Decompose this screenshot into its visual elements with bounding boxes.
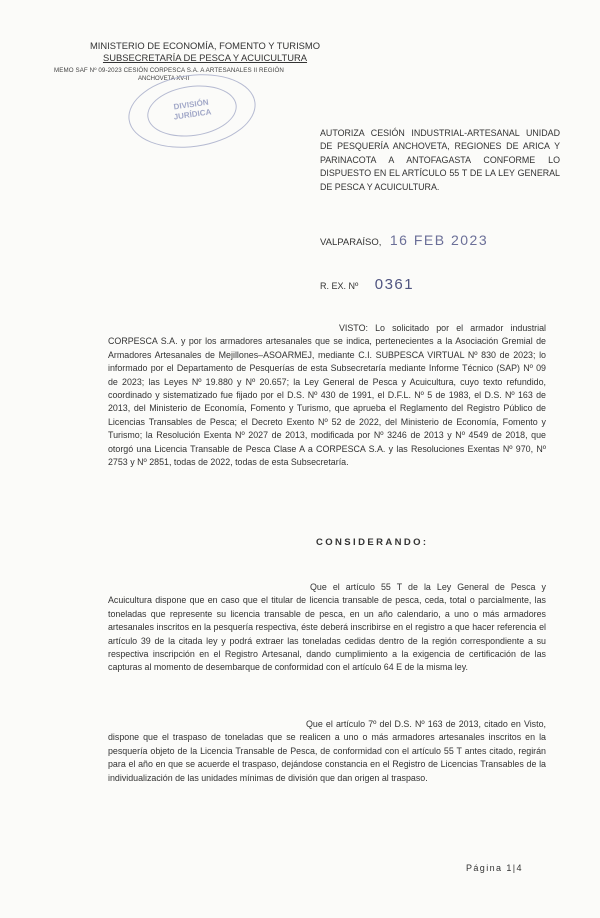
ministry-name: MINISTERIO DE ECONOMÍA, FOMENTO Y TURISMO	[89, 40, 321, 51]
stamp-line-1: DIVISIÓN	[173, 97, 210, 112]
considerando-paragraph-1: Que el artículo 55 T de la Ley General de Pesca y Acuicultura dispone que en caso que el titular de licencia transable de pesca, ceda, total o parcialmente, las toneladas que represente su licencia transable de pesca, en un año calendario, a uno o más armadores artesanales inscritos en la pesquería respectiva, éste deberá inscribirse en el registro a que hacer referencia el artículo 39 de la citada ley y podrá extraer las toneladas cedidas dentro de la región correspondiente a su respectiva inscripción en el Registro Artesanal, dando cumplimiento a la exigencia de certificación de las capturas al momento de desembarque de conformidad con el artículo 64 E de la misma ley.	[108, 582, 546, 673]
considerando-paragraph-2: Que el artículo 7º del D.S. Nº 163 de 2013, citado en Visto, dispone que el traspaso de toneladas que se realicen a uno o más armadores artesanales inscritos en la pesquería objeto de la Licencia Transable de Pesca, de conformidad con el artículo 55 T antes citado, regirán para el año en que se acuerde el traspaso, dejándose constancia en el Registro de Licencias Transables de la individualización de las unidades mínimas de división que dan origen al traspaso.	[108, 719, 546, 783]
date-line	[320, 232, 488, 250]
memo-reference-2: ANCHOVETA XV-II	[138, 76, 190, 82]
visto-paragraph: VISTO: Lo solicitado por el armador industrial CORPESCA S.A. y por los armadores artesanales que se indica, pertenecientes a la Asociación Gremial de Armadores Artesanales de Mejillones–ASOARMEJ, mediante C.I. SUBPESCA VIRTUAL Nº 830 de 2023; lo informado por el Departamento de Pesquerías de esta Subsecretaría mediante Informe Técnico (SAP) Nº 09 de 2023; las Leyes Nº 19.880 y Nº 20.657; la Ley General de Pesca y Acuicultura, cuyo texto refundido, coordinado y sistematizado fue fijado por el D.S. Nº 430 de 1991, el D.F.L. Nº 5 de 1983, el D.S. Nº 163 de 2013, del Ministerio de Economía, Fomento y Turismo, que aprueba el Reglamento del Registro Público de Licencias Transables de Pesca; el Decreto Exento Nº 52 de 2022, del Ministerio de Economía, Fomento y Turismo; la Resolución Exenta Nº 2027 de 2013, modificada por Nº 3246 de 2013 y Nº 4549 de 2018, que otorgó una Licencia Transable de Pesca Clase A a CORPESCA S.A. y las Resoluciones Exentas Nº 970, Nº 2753 y Nº 2851, todas de 2022, todas de esta Subsecretaría.	[108, 323, 546, 468]
considerando-heading: CONSIDERANDO:	[316, 537, 429, 548]
page-number: Página 1|4	[466, 863, 523, 873]
resolution-number: 0361	[374, 276, 415, 293]
letterhead	[60, 40, 350, 64]
resolution-number-line	[320, 276, 414, 294]
stamp-line-2: JURÍDICA	[173, 107, 212, 122]
date-value: 16 FEB 2023	[389, 232, 489, 248]
resolution-label: R. EX. Nº	[320, 281, 359, 291]
resolution-title: AUTORIZA CESIÓN INDUSTRIAL-ARTESANAL UNIDAD DE PESQUERÍA ANCHOVETA, REGIONES DE ARICA Y PARINACOTA A ANTOFAGASTA CONFORME LO DISPUESTO EN EL ARTÍCULO 55 T DE LA LEY GENERAL DE PESCA Y ACUICULTURA.	[320, 128, 560, 192]
date-label: VALPARAÍSO,	[320, 237, 382, 248]
memo-reference: MEMO SAF Nº 09-2023 CESIÓN CORPESCA S.A. A ARTESANALES II REGIÓN	[54, 67, 284, 74]
subsecretaria-name: SUBSECRETARÍA DE PESCA Y ACUICULTURA	[102, 52, 308, 63]
